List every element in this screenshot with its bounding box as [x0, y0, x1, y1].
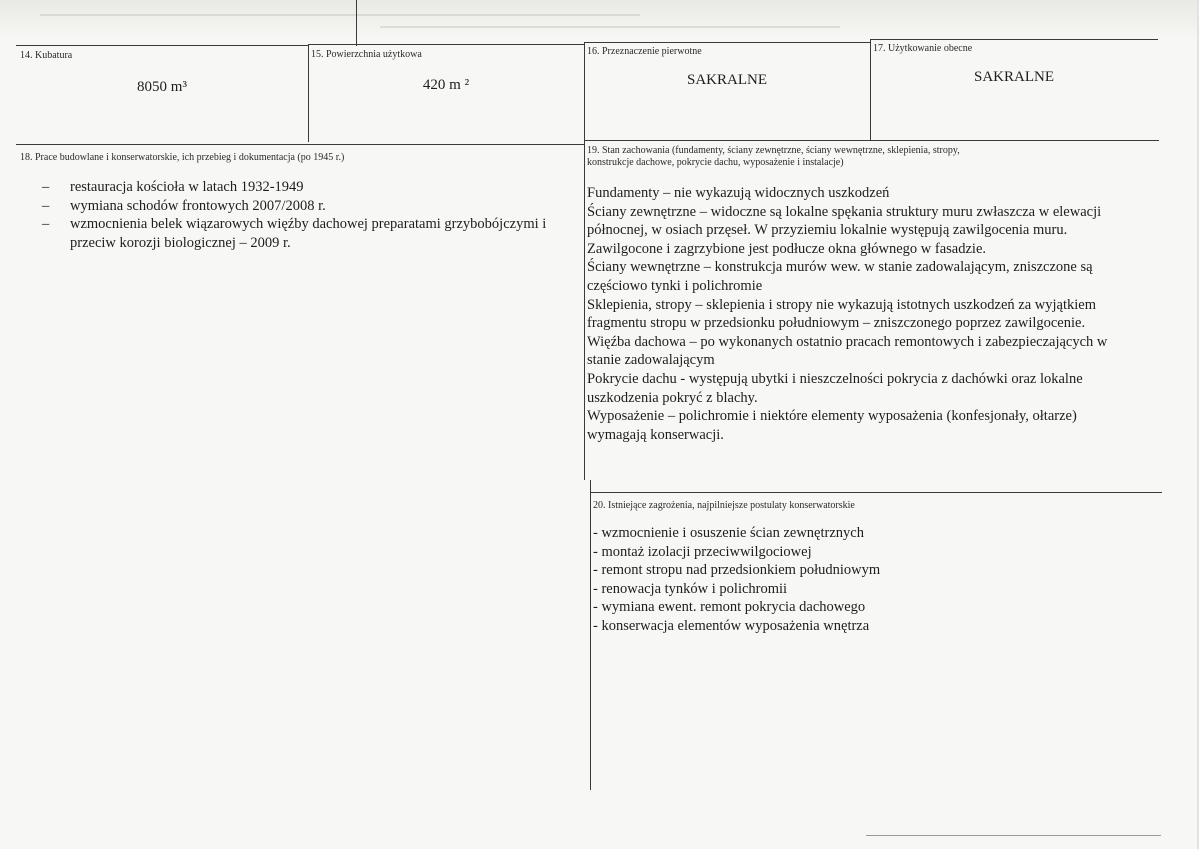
postulate-item: - remont stropu nad przedsionkiem południowym	[593, 562, 881, 579]
field-14-label: 14. Kubatura	[20, 50, 73, 61]
field-18-content	[20, 178, 586, 252]
field-19-label-line1: 19. Stan zachowania (fundamenty, ściany zewnętrzne, ściany wewnętrzne, sklepienia, stropy,	[587, 145, 960, 156]
condition-line: Fundamenty – nie wykazują widocznych uszkodzeń	[587, 185, 890, 201]
condition-line: północnej, w osiach przęseł. W przyziemiu lokalnie występują zawilgocenia muru.	[587, 222, 1068, 239]
postulate-item: - renowacja tynków i polichromii	[593, 580, 788, 597]
rule-top-16	[584, 42, 870, 43]
top-divider	[356, 0, 357, 46]
list-dash: –	[42, 179, 50, 195]
field-19-label-line2: konstrukcje dachowe, pokrycie dachu, wyposażenie i instalacje)	[587, 157, 844, 168]
condition-line: Zawilgocone i zagrzybione jest podłucze okna głównego w fasadzie.	[587, 240, 987, 257]
condition-line: uszkodzenia pokryć z blachy.	[587, 389, 758, 406]
condition-line: Ściany zewnętrzne – widoczne są lokalne spękania struktury muru zwłaszcza w elewacji	[587, 203, 1102, 220]
condition-line: częściowo tynki i polichromie	[587, 277, 763, 294]
field-16-value: SAKRALNE	[686, 72, 767, 88]
scan-shadow-top	[0, 0, 1199, 40]
condition-line: Więźba dachowa – po wykonanych ostatnio pracach remontowych i zabezpieczających w	[587, 333, 1108, 350]
condition-line: Wyposażenie – polichromie i niektóre elementy wyposażenia (konfesjonały, ołtarze)	[587, 408, 1077, 425]
divider-18-20	[590, 480, 591, 790]
work-item	[20, 178, 586, 197]
postulate-item: - konserwacja elementów wyposażenia wnętrza	[593, 617, 870, 634]
rule-row2-right	[584, 140, 1159, 141]
condition-line: wymagają konserwacji.	[587, 426, 724, 443]
field-15-label: 15. Powierzchnia użytkowa	[311, 49, 422, 60]
work-item-text: restauracja kościoła w latach 1932-1949	[70, 179, 304, 195]
work-item-text: wzmocnienia belek wiązarowych więźby dachowej preparatami grzybobójczymi i przeciw korozji biologicznej – 2009 r.	[70, 216, 547, 251]
condition-line: Ściany wewnętrzne – konstrukcja murów wew. w stanie zadowalającym, zniszczone są	[587, 259, 1093, 276]
postulate-item: - montaż izolacji przeciwwilgociowej	[593, 543, 812, 560]
field-17-value: SAKRALNE	[973, 69, 1054, 85]
field-16-label: 16. Przeznaczenie pierwotne	[587, 46, 702, 57]
postulate-item: - wymiana ewent. remont pokrycia dachowego	[593, 599, 866, 616]
field-15-value: 420 m ²	[422, 77, 470, 93]
list-dash: –	[42, 216, 50, 232]
postulate-item: - wzmocnienie i osuszenie ścian zewnętrznych	[593, 525, 864, 541]
rule-top-17	[870, 39, 1158, 40]
field-20-content	[593, 524, 1153, 636]
work-item	[20, 215, 586, 252]
rule-top-14	[16, 45, 308, 46]
bottom-rule	[866, 835, 1161, 836]
condition-line: stanie zadowalającym	[587, 352, 715, 369]
field-20-label: 20. Istniejące zagrożenia, najpilniejsze postulaty konserwatorskie	[593, 500, 855, 511]
scan-artifact-line	[40, 14, 640, 16]
divider-15-16	[584, 42, 585, 142]
condition-line: Sklepienia, stropy – sklepienia i stropy nie wykazują istotnych uszkodzeń za wyjątkiem	[587, 296, 1096, 313]
rule-20	[590, 492, 1162, 493]
divider-16-17	[870, 39, 871, 140]
work-item	[20, 197, 586, 216]
rule-top-15	[308, 44, 584, 45]
work-item-text: wymiana schodów frontowych 2007/2008 r.	[70, 197, 326, 214]
condition-line: fragmentu stropu w przedsionku południowym – zniszczonego poprzez zawilgocenie.	[587, 315, 1086, 332]
field-14-value: 8050 m³	[137, 79, 187, 95]
field-17-label: 17. Użytkowanie obecne	[873, 43, 973, 54]
field-19-content	[587, 184, 1157, 444]
field-18-label: 18. Prace budowlane i konserwatorskie, ich przebieg i dokumentacja (po 1945 r.)	[20, 152, 345, 163]
rule-row2-left	[16, 144, 584, 145]
condition-line: Pokrycie dachu - występują ubytki i nieszczelności pokrycia z dachówki oraz lokalne	[587, 370, 1083, 387]
scan-artifact-line	[380, 26, 840, 28]
list-dash: –	[42, 197, 50, 214]
